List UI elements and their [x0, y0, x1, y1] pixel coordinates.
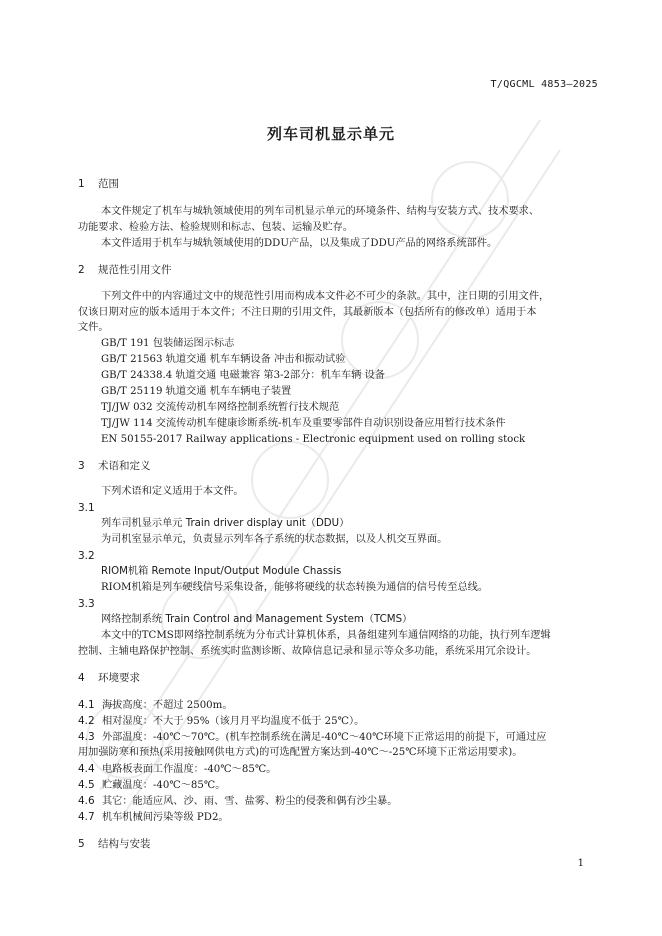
paragraph: 下列术语和定义适用于本文件。 [101, 486, 244, 497]
reference-item: GB/T 24338.4 轨道交通 电磁兼容 第3-2部分：机车车辆 设备 [101, 370, 385, 381]
paragraph: 文件。 [78, 322, 109, 333]
page-number: 1 [577, 858, 584, 869]
term-definition: 控制、主辅电路保护控制、系统实时监测诊断、故障信息记录和显示等众多功能，系统采用冗余设计。 [78, 646, 537, 657]
item-number: 4.5 [78, 779, 95, 791]
list-item-continuation: 用加强防寒和预热(采用接触网供电方式)的可选配置方案达到-40℃～-25℃环境下正常运用要求)。 [78, 747, 523, 758]
list-item [78, 713, 601, 730]
reference-item: TJ/JW 032 交流传动机车网络控制系统暂行技术规范 [101, 402, 340, 413]
item-number: 4.7 [78, 811, 95, 823]
list-item [78, 793, 601, 810]
section-5-heading [78, 836, 601, 852]
term-name: 网络控制系统 Train Control and Management System（TCMS） [101, 614, 413, 625]
paragraph: 下列文件中的内容通过文中的规范性引用而构成本文件必不可少的条款。其中，注日期的引用文件， [101, 291, 550, 302]
term-definition: 本文中的TCMS即网络控制系统为分布式计算机体系，具备组建列车通信网络的功能，执行列车逻辑 [101, 630, 551, 641]
section-2-heading [78, 262, 601, 278]
section-title: 结构与安装 [98, 838, 151, 850]
paragraph: 本文件规定了机车与城轨领域使用的列车司机显示单元的环境条件、结构与安装方式、技术要求、 [101, 206, 540, 217]
section-1-heading [78, 176, 601, 192]
section-title: 术语和定义 [98, 460, 151, 472]
item-text: 电路板表面工作温度：-40℃～85℃。 [102, 764, 277, 775]
paragraph: 仅该日期对应的版本适用于本文件；不注日期的引用文件，其最新版本（包括所有的修改单）适用于本 [78, 307, 537, 318]
item-text: 外部温度：-40℃～70℃。(机车控制系统在满足-40℃～40℃环境下正常运用的前提下，可通过应 [102, 732, 547, 743]
item-number: 4.3 [78, 731, 95, 743]
term-definition: 为司机室显示单元，负责显示列车各子系统的状态数据，以及人机交互界面。 [101, 534, 448, 545]
term-number: 3.2 [78, 550, 95, 562]
item-number: 4.4 [78, 763, 95, 775]
section-title: 范围 [98, 178, 119, 190]
term-number: 3.1 [78, 502, 95, 514]
item-text: 其它：能适应风、沙、雨、雪、盐雾、粉尘的侵袭和偶有沙尘暴。 [102, 796, 398, 807]
section-number: 2 [78, 264, 85, 276]
term-name: 列车司机显示单元 Train driver display unit（DDU） [101, 518, 350, 529]
section-number: 5 [78, 838, 85, 850]
list-item [78, 777, 601, 794]
standard-code: T/QGCML 4853—2025 [490, 79, 598, 90]
section-3-heading [78, 458, 601, 474]
term-definition: RIOM机箱是列车硬线信号采集设备，能够将硬线的状态转换为通信的信号传至总线。 [101, 582, 489, 593]
reference-item: GB/T 21563 轨道交通 机车车辆设备 冲击和振动试验 [101, 354, 346, 365]
section-title: 环境要求 [98, 672, 140, 684]
list-item [78, 761, 601, 778]
document-title: 列车司机显示单元 [266, 125, 395, 143]
reference-item: GB/T 191 包装储运图示标志 [101, 338, 235, 349]
section-title: 规范性引用文件 [98, 264, 172, 276]
reference-item: GB/T 25119 轨道交通 机车车辆电子装置 [101, 386, 292, 397]
term-name: RIOM机箱 Remote Input/Output Module Chassis [101, 566, 342, 577]
item-number: 4.2 [78, 715, 95, 727]
item-text: 贮藏温度：-40℃～85℃。 [102, 780, 226, 791]
reference-item: TJ/JW 114 交流传动机车健康诊断系统-机车及重要零部件自动识别设备应用暂行技术条件 [101, 418, 506, 429]
reference-item: EN 50155-2017 Railway applications - Electronic equipment used on rolling stock [101, 434, 526, 445]
list-item [78, 729, 601, 746]
section-number: 3 [78, 460, 85, 472]
section-number: 1 [78, 178, 85, 190]
list-item [78, 809, 601, 826]
item-number: 4.6 [78, 795, 95, 807]
section-4-heading [78, 670, 601, 686]
section-number: 4 [78, 672, 85, 684]
term-number: 3.3 [78, 598, 95, 610]
item-text: 海拔高度：不超过 2500m。 [102, 700, 233, 711]
paragraph: 功能要求、检验方法、检验规则和标志、包装、运输及贮存。 [78, 222, 354, 233]
list-item [78, 697, 601, 714]
item-number: 4.1 [78, 699, 95, 711]
item-text: 机车机械间污染等级 PD2。 [102, 812, 229, 823]
item-text: 相对湿度：不大于 95%（该月月平均温度不低于 25℃）。 [102, 716, 365, 727]
paragraph: 本文件适用于机车与城轨领域使用的DDU产品，以及集成了DDU产品的网络系统部件。 [101, 238, 498, 249]
